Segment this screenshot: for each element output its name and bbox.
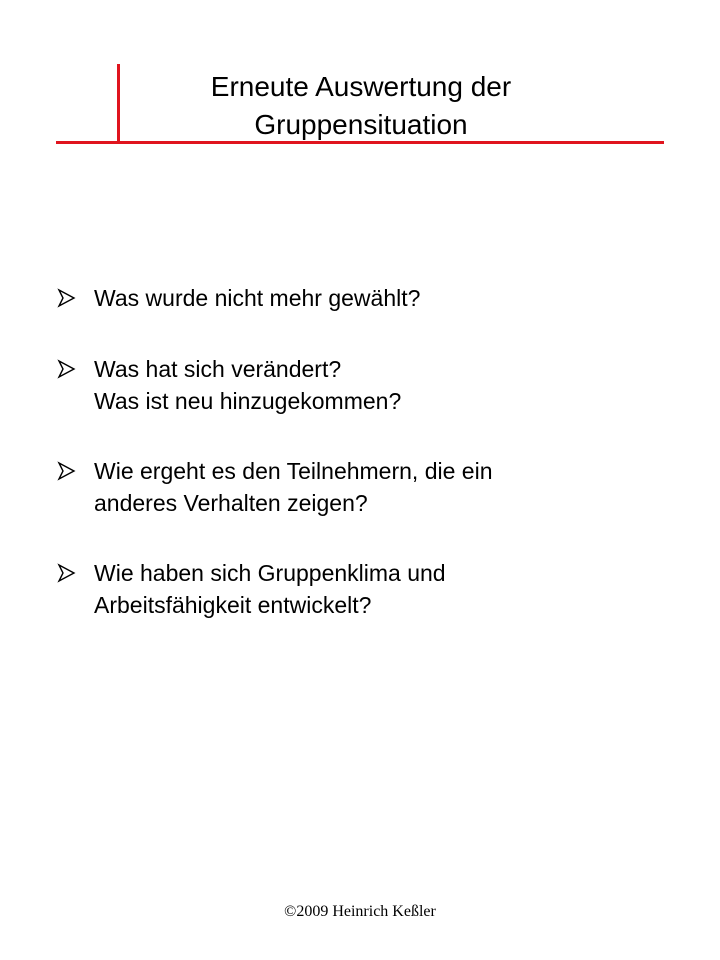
bullet-item xyxy=(56,455,656,519)
bullet-item xyxy=(56,282,656,314)
bullet-text: Was hat sich verändert? xyxy=(94,356,342,382)
bullet-text: Wie ergeht es den Teilnehmern, die ein xyxy=(94,458,493,484)
title-line-1: Erneute Auswertung der xyxy=(210,71,512,102)
bullet-item xyxy=(56,353,656,417)
slide-title xyxy=(140,68,582,144)
bullet-text: Arbeitsfähigkeit entwickelt? xyxy=(94,592,372,618)
bullet-text: Was wurde nicht mehr gewählt? xyxy=(94,285,421,311)
bullet-item xyxy=(56,557,656,621)
title-line-2: Gruppensituation xyxy=(254,109,468,140)
bullet-text: anderes Verhalten zeigen? xyxy=(94,490,368,516)
arrowhead-bullet-icon xyxy=(56,563,76,583)
bullet-list xyxy=(56,282,656,659)
bullet-text: Was ist neu hinzugekommen? xyxy=(94,388,402,414)
bullet-text: Wie haben sich Gruppenklima und xyxy=(94,560,446,586)
title-accent-vertical-line xyxy=(117,64,120,144)
copyright-footer: ©2009 Heinrich Keßler xyxy=(284,903,436,920)
arrowhead-bullet-icon xyxy=(56,461,76,481)
arrowhead-bullet-icon xyxy=(56,359,76,379)
arrowhead-bullet-icon xyxy=(56,288,76,308)
